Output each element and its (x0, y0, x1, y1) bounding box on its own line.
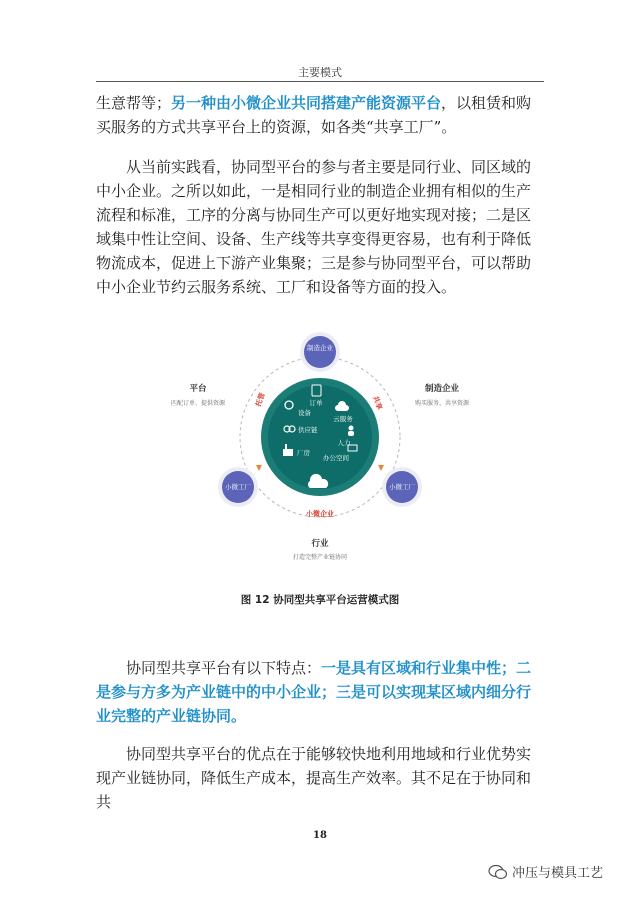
paragraph-1-prefix: 生意帮等； (96, 94, 172, 112)
person-icon (349, 426, 354, 431)
paragraph-1-highlight: 另一种由小微企业共同搭建产能资源平台 (171, 94, 442, 112)
node-top (300, 332, 340, 372)
paragraph-3 (96, 656, 544, 728)
node-right-label: 小微工厂 (389, 483, 415, 491)
inner-label-supply-chain: 供应链 (298, 426, 318, 434)
node-top-label: 制造企业 (307, 344, 333, 352)
figure-caption: 图 12 协同型共享平台运营模式图 (240, 594, 400, 606)
node-left (218, 467, 258, 507)
inner-label-order: 订单 (309, 399, 323, 407)
platform-diagram (160, 325, 480, 580)
arrow-left (256, 465, 262, 471)
paragraph-1 (96, 91, 544, 139)
paragraph-1-suffix: ，以租赁和购买服务的方式共享平台上的资源，如各类“共享工厂”。 (96, 94, 532, 136)
page-number: 18 (313, 830, 327, 841)
node-right (382, 467, 422, 507)
watermark-text: 冲压与模具工艺 (512, 866, 604, 881)
side-bottom-subtitle: 打造完整产业链协同 (292, 554, 348, 561)
paragraph-2: 从当前实践看，协同型平台的参与者主要是同行业、同区域的中小企业。之所以如此，一是相同行业的制造企业拥有相似的生产流程和标准，工序的分离与协同生产可以更好地实现对接；二是区域集中性让空间、设备、生产线等共享变得更容易，也有利于降低物流成本，促进上下游产业集聚；三是参与协同型平台，可以帮助中小企业节约云服务系统、工厂和设备等方面的投入。 (96, 158, 532, 296)
paragraph-3-highlight: 一是具有区域和行业集中性；二是参与方多为产业链中的中小企业；三是可以实现某区域内细分行业完整的产业链协同。 (96, 659, 532, 725)
side-left-subtitle: 匹配订单、提供资源 (170, 400, 226, 407)
side-right-subtitle: 购买服务、共享资源 (414, 400, 470, 407)
paragraph-3-prefix: 协同型共享平台有以下特点： (126, 659, 322, 677)
inner-label-office: 办公空间 (323, 454, 349, 462)
header-rule (96, 81, 544, 82)
ring-label-bottom: 小微企业 (306, 510, 334, 518)
paragraph-4: 协同型共享平台的优点在于能够较快地利用地域和行业优势实现产业链协同，降低生产成本，提高生产效率。其不足在于协同和共 (96, 745, 532, 811)
node-left-label: 小微工厂 (225, 483, 251, 491)
inner-label-manpower: 人力 (337, 439, 351, 447)
header-title: 主要模式 (298, 66, 342, 79)
watermark (488, 862, 603, 881)
ring-label-right: 共享 (371, 394, 384, 411)
ring-label-left: 托管 (254, 391, 267, 408)
side-bottom-title: 行业 (311, 539, 329, 549)
inner-label-cloud-service: 云服务 (333, 415, 353, 423)
inner-label-equipment: 设备 (298, 409, 311, 417)
inner-label-factory: 厂房 (297, 449, 310, 457)
wechat-icon (488, 864, 508, 880)
arrow-right (378, 465, 384, 471)
side-right-title: 制造企业 (424, 384, 460, 394)
factory-icon (283, 449, 293, 456)
side-left-title: 平台 (189, 384, 207, 394)
